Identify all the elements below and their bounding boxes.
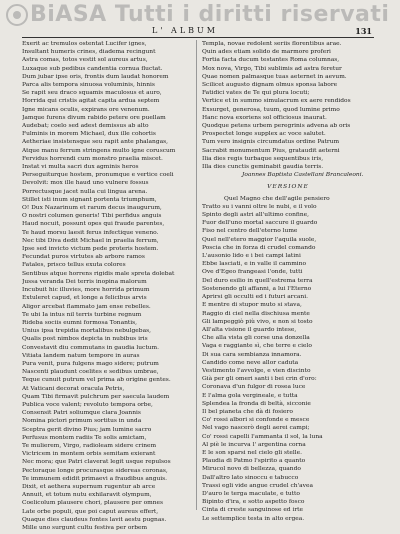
- text-line: Che alla vista gli corse una donzella: [202, 335, 310, 342]
- text-line: Dall'altro lato sinoccu e tabucco: [202, 474, 299, 481]
- text-line: Extuleret capud, et longe a felicibus arvis: [22, 295, 147, 302]
- header-rule: [22, 37, 374, 38]
- watermark-text: BiASA Tutti i diritti riservati: [30, 2, 390, 27]
- text-line: Fortia facta ducum testantes Roma columnas,: [202, 57, 340, 64]
- text-line: Sostenendo gli affanni, a lui l'Eterno: [202, 285, 312, 292]
- text-line: Aligor arcebat flammato jam ense rebelles.: [22, 303, 151, 310]
- text-line: Quam Tibi firmavit pulchrum per saecula laudem: [22, 393, 170, 400]
- text-line: Quel Magno che dell'agile pensiero: [224, 195, 330, 202]
- section-heading: VERSIONE: [267, 184, 309, 191]
- text-line: Mirucol novo di bellezza, quando: [202, 466, 301, 473]
- text-line: Victricem in montem orbis semitam exierant: [22, 451, 156, 458]
- text-line: Quodque petens urbem peregrinis advena ab oris: [202, 123, 351, 130]
- text-line: Horrida qui cristis agitat capita ardua septem: [22, 98, 160, 105]
- text-line: Devolvit: mox ille haud uno vulnere fossus: [22, 180, 149, 187]
- left-column: [22, 40, 194, 532]
- text-line: Templa, novae redolent seriis florentibus arae.: [202, 41, 342, 47]
- text-line: Vaga e raggiante sì, che terre e cielo: [202, 343, 312, 350]
- text-line: Ilia dies regis turbaque sequentibus iris,: [202, 155, 324, 162]
- text-line: Coronava d'un fulgor di rosea luce: [202, 384, 306, 391]
- text-line: Jussa veranda Dei terris inopina malorum: [22, 278, 147, 285]
- text-line: Fulminis in morem Michael, dux ille cohortis: [22, 131, 156, 138]
- text-line: Se rapit seu draco squamis maculosus et auro,: [22, 90, 162, 97]
- text-line: At Vaticani decorat oracula Petris,: [22, 385, 125, 392]
- text-line: Unius ipsa trepidia mortalibus nebulgebas,: [22, 328, 151, 335]
- text-line: Exsurget, generosa, tuum, quod lumine primo: [202, 106, 340, 113]
- text-line: Pectoraque longe procurasque sidereas coronas,: [22, 467, 168, 474]
- text-line: Luxaque sub pedibus candentia cornua fluctat.: [22, 65, 163, 72]
- text-line: Tratto su i vanni oltre le nubi, e il volo: [202, 203, 317, 210]
- text-line: Atque manu ferrum stringens multo igne coruscum: [22, 147, 176, 154]
- text-line: Nel vago nascerò degli aerei campi;: [202, 425, 310, 432]
- text-line: Plaudia di Patmo l'spirito a quanto: [202, 458, 306, 465]
- text-line: Audebat; coelo sed adest demissus ab alto: [22, 123, 149, 130]
- text-line: Aetheriae insistensque seu rapit ante phalangas,: [22, 139, 169, 146]
- right-column: [202, 40, 374, 523]
- text-line: Sacrabit monumentum Pius, grataudit aeterni: [202, 147, 340, 154]
- text-line: Sentibus atque horrens rigidis male spreta dolebat: [22, 270, 175, 277]
- text-line: Late orbe populi, que poi caput aureus effert,: [22, 508, 159, 515]
- journal-title: L' ALBUM: [152, 26, 218, 35]
- text-line: Parca alis tempora sinuosa voluminis, hinnis: [22, 82, 155, 89]
- text-line: L'ausonio lido e i bei campi latini: [202, 253, 301, 260]
- text-line: Di sua cara sembianza innamora.: [202, 351, 302, 358]
- text-line: Gli lampeggiò più vivo, e non si tosto: [202, 318, 313, 325]
- text-line: E le son sparsi nel cielo gli stelle.: [202, 449, 302, 456]
- text-line: Raggio di ciel nella dischiusa mente: [202, 310, 310, 317]
- text-line: D'auro le terga maculate, e tutto: [202, 490, 300, 497]
- text-line: E mentre di stupor muto si stava,: [202, 302, 302, 309]
- text-line: Poscia che in forza di crudel comando: [202, 244, 316, 251]
- text-line: Joannes Baptista Castellani Brancaleoni.: [242, 172, 364, 179]
- text-line: Teque cunuit putrum vel prima ab origine gentes.: [22, 377, 171, 384]
- text-line: Al piè le incurva l' argentina corna: [202, 441, 306, 448]
- watermark-logo-icon: [6, 4, 28, 26]
- text-line: Jamque furens divum rabido petere ore puellam: [22, 114, 166, 121]
- text-line: O nostri columen generis! Tibi perfidus anguis: [22, 213, 162, 220]
- text-line: Co' rossi capelli l'ammanta il sol, la luna: [202, 433, 323, 440]
- text-line: Convestavit diu commutans in gaudia luctum.: [22, 344, 159, 351]
- text-line: Consensit Patri soliumque clara Joannis: [22, 410, 141, 417]
- text-line: Fiso nel centro dell'eterno lume: [202, 228, 298, 235]
- text-line: Perfusus montem radiis Te solis amictam,: [22, 434, 147, 441]
- text-line: Cinta di creste sanguinose ed irte: [202, 507, 303, 514]
- text-line: Scilicet augusto dignam olmus sponsa labore: [202, 82, 338, 89]
- text-line: Astra comas, totos vestit sol aureus artus,: [22, 57, 148, 64]
- text-line: Porrectusque jacet nulla cui lingua arena.: [22, 188, 148, 195]
- text-line: Te mulierem, Virgo, radioleam sidere crinem: [22, 442, 157, 449]
- text-line: Ove d'Egeo frangeasi l'onde, tutti: [202, 269, 303, 276]
- text-line: Quel nell'etero maggior l'aquila suole,: [202, 236, 317, 243]
- text-line: Quin ades etiam solido de marmore proferi: [202, 49, 331, 56]
- text-line: Coelicolum plausere chori, plausere per omnes: [22, 500, 164, 507]
- text-line: Aprirsi gli occulti ed i futuri arcani.: [202, 294, 308, 301]
- text-line: Nec tibi Diva dedit Michael in praelia ferrum,: [22, 237, 159, 244]
- text-line: Publica voce valent; revoluto tempora orbe,: [22, 401, 153, 408]
- text-line: Fatales, prisco tellus exuta colores: [22, 262, 126, 269]
- text-line: Fecundat puros virtutes ab arbore ramos: [22, 254, 145, 261]
- text-line: Nascenti plaudunt coelites e sedibus umbrae,: [22, 369, 159, 376]
- text-line: Fuor dell'uno mortal saccure il guardo: [202, 220, 318, 227]
- text-line: Igne micans oculis, expirans ore venenum.: [22, 106, 150, 113]
- text-line: Co' rossi albori si confonde e mesce: [202, 417, 310, 424]
- text-line: Nomina pictori primum sortitus in unda: [22, 418, 142, 425]
- text-line: Vestimento l'avvolge, e vien discinto: [202, 367, 311, 374]
- column-divider: [196, 40, 197, 510]
- text-line: Ebbe lasciati, e in valle il cammino: [202, 261, 307, 268]
- text-line: Le settemplice testa in alto ergea.: [202, 515, 305, 522]
- text-line: Mille uno surgunt cultu festiva per orbem: [22, 524, 148, 531]
- text-line: Splendea la fronda di beltà, sicconie: [202, 400, 311, 407]
- text-line: Vitiata landem natum tempore in auras: [22, 352, 140, 359]
- text-line: Pura venit, pura fulgens mago sidere; putrum: [22, 360, 159, 367]
- text-line: Candido come neve allor caduta: [202, 359, 299, 366]
- text-line: Qualis post nimbos depicta in nubibus iris: [22, 336, 148, 343]
- text-line: Dixit, et aethera supernum rugentur ab arce: [22, 483, 156, 490]
- page-number: 131: [355, 26, 372, 36]
- text-line: Insultant humeris crines, diadema recingunt: [22, 49, 156, 56]
- text-line: Stillet isti inum signant portenta triumphum,: [22, 196, 157, 203]
- text-line: Tum vero insignis circumdatus ordine Patrum: [202, 139, 340, 146]
- text-line: Il bel pianeta che dà di fosiero: [202, 408, 293, 415]
- text-line: Fervidus horrendi cum monstro praelia miscet.: [22, 155, 163, 162]
- text-line: Prospectet longe supplex ac voce salutet.: [202, 131, 326, 138]
- text-line: Spinto degli astri all'ultimo confine,: [202, 212, 309, 219]
- text-line: Hanc nova exoriens sol officiosus inaurat.: [202, 114, 327, 121]
- text-line: Te haud morsu laesit ferus infectique veneno.: [22, 229, 159, 236]
- text-line: Mox nova, Virgo, Tibi sublimis ad astra feretur: [202, 65, 342, 72]
- text-line: Instat vi multa sacri dux agminis heros: [22, 164, 139, 171]
- text-line: Perseguiturque hostem, pronumque e vertice coeli: [22, 172, 174, 179]
- text-line: Te ubi Ia intus nil terris turbine regnum: [22, 311, 142, 318]
- text-line: Illa dies cunctis geminabit gaudia terris.: [202, 164, 324, 171]
- text-line: Rideba sociis eumni formosa Tonantis,: [22, 319, 138, 326]
- text-line: Incubuit hic illuvies, more horrida primum: [22, 287, 150, 294]
- text-line: Del duro esilio in quell'estrema terra: [202, 277, 313, 284]
- text-line: Fatidici vates de Te qui plura locuti;: [202, 90, 310, 97]
- text-line: Già per gli omeri santi i bei crin d'oro:: [202, 376, 317, 383]
- text-line: Sceptra gerit divino Pius; jam lumine sacro: [22, 426, 152, 433]
- text-line: Dum jubar ipse oris, frontis dum laudat honorem: [22, 73, 169, 80]
- text-line: Annuit, et totum nutu exhilaravit olympum,: [22, 492, 152, 499]
- text-line: Bipinto d'ira, e sotto aspetto fosco: [202, 499, 305, 506]
- text-line: Te immunem edidit primaevi a fraudibus anguis.: [22, 475, 168, 482]
- text-line: O! Dux Nazarinum et rarum decus inaugurum,: [22, 205, 162, 212]
- text-line: Quaque dies claudeus fontes lavit aestu pugnas.: [22, 516, 167, 523]
- text-line: Trassi egli vide angue crudel ch'avea: [202, 482, 313, 489]
- text-line: All'alta visione il guardo intese,: [202, 326, 297, 333]
- text-line: Exerit ac tremulos ostentat Lucifer ignes,: [22, 41, 147, 47]
- text-line: Vertice et in summo simulacrum ex aere rendidos: [202, 98, 351, 105]
- text-line: Nec mora; que Patri claverat legit usque repulsos: [22, 459, 171, 466]
- text-line: Quae nomen palmasque tuas aeternet in aevum.: [202, 73, 347, 80]
- text-line: Haud nocuit, possunt opes qui fraude parentes,: [22, 221, 165, 228]
- text-line: E l'alma gola vergineale, e tutta: [202, 392, 298, 399]
- text-line: Ipse sed invicto victum pede proteris hostem.: [22, 246, 159, 253]
